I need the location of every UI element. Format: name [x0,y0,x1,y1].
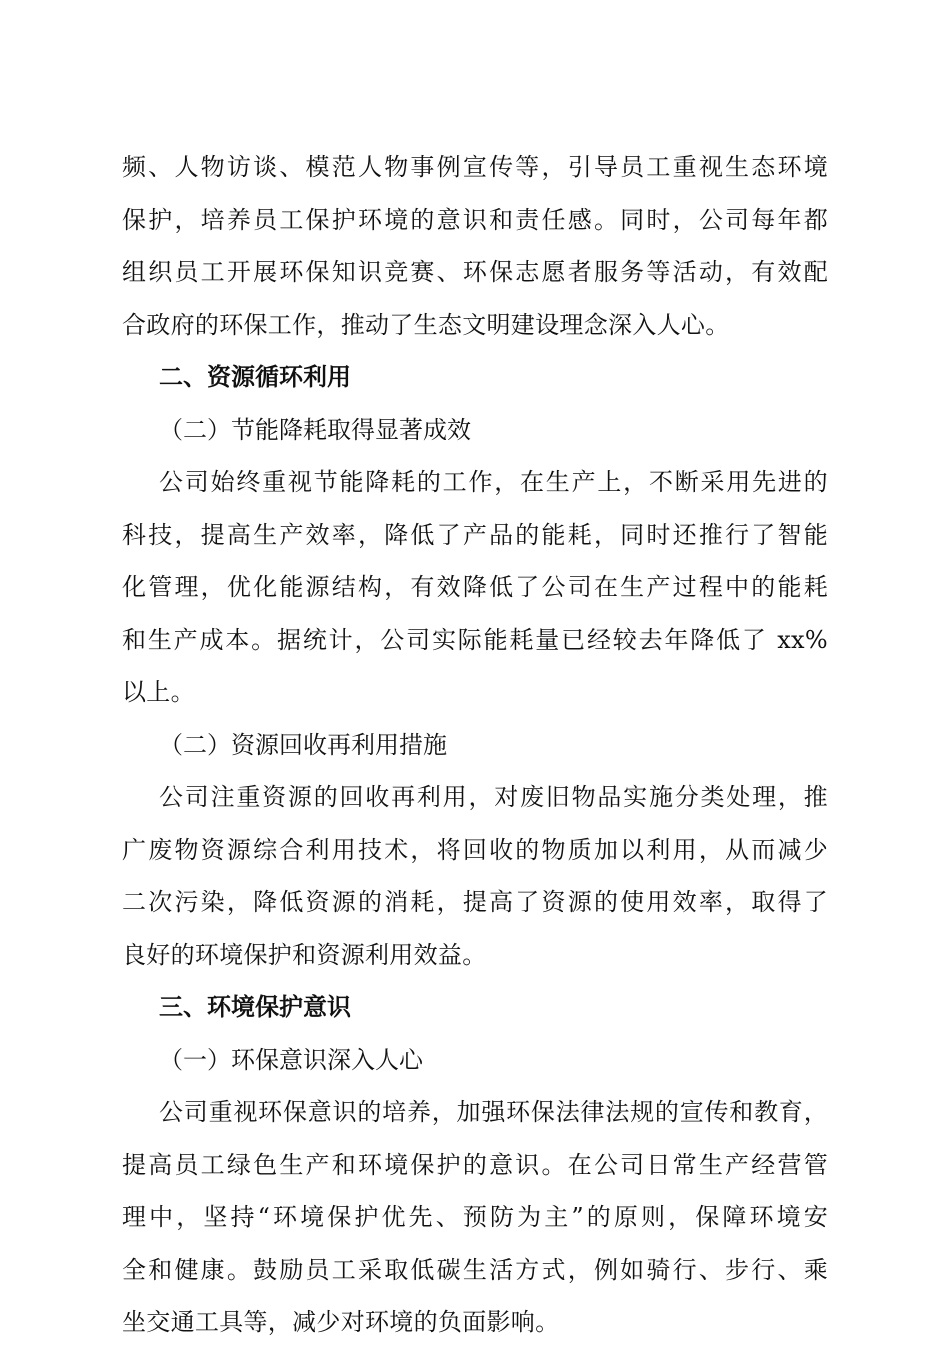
paragraph-line: 化管理，优化能源结构，有效降低了公司在生产过程中的能耗 [122,573,828,601]
paragraph-line: 广废物资源综合利用技术，将回收的物质加以利用，从而减少 [122,835,828,864]
paragraph-line: 提高员工绿色生产和环境保护的意识。在公司日常生产经营管 [122,1150,828,1179]
section-heading: 二、资源循环利用 [159,363,351,391]
paragraph-line: 保护，培养员工保护环境的意识和责任感。同时，公司每年都 [122,205,828,234]
paragraph-line: 合政府的环保工作，推动了生态文明建设理念深入人心。 [122,310,730,339]
paragraph-line: 公司注重资源的回收再利用，对废旧物品实施分类处理，推 [159,783,828,811]
subsection-heading: （一）环保意识深入人心 [159,1045,423,1074]
paragraph [122,1086,828,1349]
paragraph-line: 公司始终重视节能降耗的工作，在生产上，不断采用先进的 [159,468,828,496]
paragraph [122,456,828,719]
paragraph-line: 理中，坚持“环境保护优先、预防为主”的原则，保障环境安 [122,1203,828,1231]
paragraph-line: 组织员工开展环保知识竞赛、环保志愿者服务等活动，有效配 [122,258,828,286]
paragraph-line: 良好的环境保护和资源利用效益。 [122,940,487,969]
section-heading: 三、环境保护意识 [159,993,351,1021]
paragraph-line: 坐交通工具等，减少对环境的负面影响。 [122,1308,560,1336]
paragraph-line: 以上。 [122,678,195,706]
paragraph [122,771,828,981]
paragraph-line: 二次污染，降低资源的消耗，提高了资源的使用效率，取得了 [122,888,828,916]
paragraph-line: 科技，提高生产效率，降低了产品的能耗，同时还推行了智能 [122,520,828,549]
subsection-heading: （二）资源回收再利用措施 [159,730,447,759]
paragraph-line: 全和健康。鼓励员工采取低碳生活方式，例如骑行、步行、乘 [122,1255,828,1284]
paragraph [122,141,828,351]
paragraph-line: 和生产成本。据统计，公司实际能耗量已经较去年降低了 xx% [122,625,828,654]
paragraph-line: 频、人物访谈、模范人物事例宣传等，引导员工重视生态环境 [122,153,828,181]
document-body [122,141,828,1349]
paragraph-line: 公司重视环保意识的培养，加强环保法律法规的宣传和教育， [159,1098,828,1126]
subsection-heading: （二）节能降耗取得显著成效 [159,415,471,444]
